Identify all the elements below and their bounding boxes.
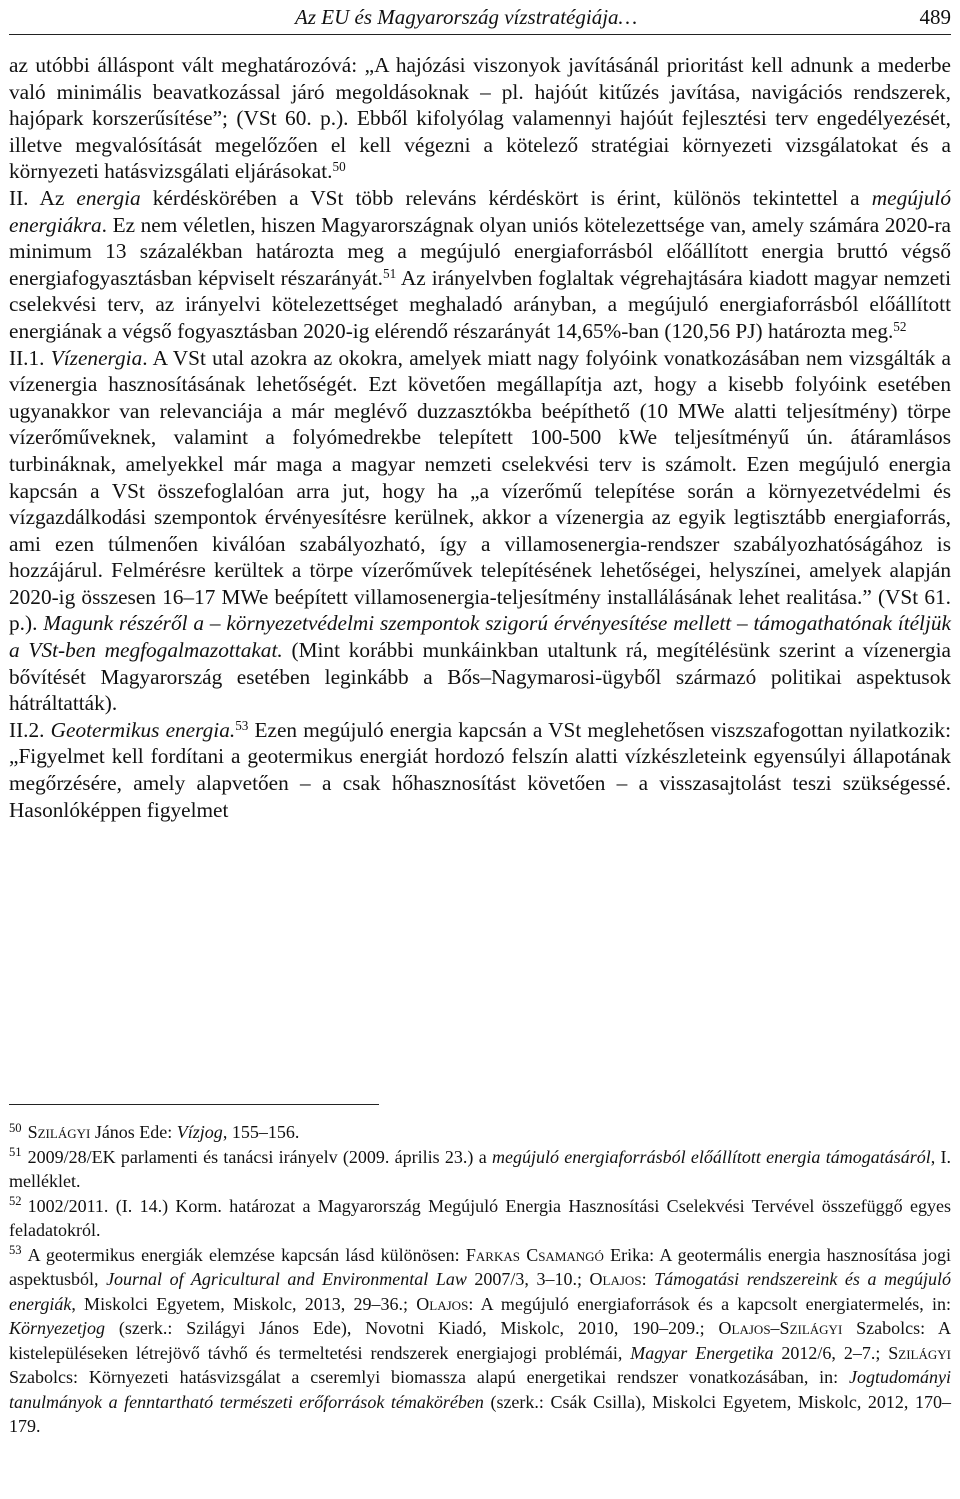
work-title: Támogatási rendszereink és a megújuló energiák	[9, 1269, 951, 1314]
header-rule	[9, 34, 951, 35]
paragraph-3	[9, 345, 951, 717]
footnote-number: 51	[9, 1145, 22, 1160]
paragraph-text: Az irányelvben foglaltak végrehajtására kiadott magyar nemzeti cselekvési terv, az irányelvi kötelezettséget meghaladó arányban, a megújuló energiaforrásból előállított energiának a végső fogyasztásban 2020-ig elérendő részarányát 14,65%-ban (120,56 PJ) határozta meg.	[9, 265, 951, 343]
paragraph-4	[9, 717, 951, 823]
emphasis-text: megújuló energiákra	[9, 185, 951, 237]
paragraph-text: Ezen megújuló energia kapcsán a VSt meglehetősen viszszafogottan nyilatkozik: „Figyelmet kell fordítani a geotermikus energiát hordozó felszín alatti vízkészleteink egyensúlyi állapotának megőrzésére, amely alapvetően – a csak hőhasznosítást követően – a visszasajtolást teszi szükségessé. Hasonlóképpen figyelmet	[9, 717, 951, 822]
footnote-51	[9, 1145, 951, 1194]
author-name: Szilágyi	[888, 1342, 951, 1363]
footnote-text: 1002/2011. (I. 14.) Korm. határozat a Magyarország Megújuló Energia Hasznosítási Cselekvési Tervével összefüggő egyes feladatokról.	[9, 1195, 951, 1240]
paragraph-text: (Mint korábbi munkáinkban utaltunk rá, megítélésünk szerint a vízenergia bővítését Magyarország esetében leginkább a Bős–Nagymarosi-ügyből származó politikai aspektusok hátráltatták).	[9, 638, 951, 716]
footnote-text: 2009/28/EK parlamenti és tanácsi irányelv (2009. április 23.) a	[27, 1146, 492, 1167]
footnote-text: (szerk.: Csák Csilla), Miskolci Egyetem, Miskolc, 2012, 170–179.	[9, 1391, 951, 1436]
emphasis-text: energia	[76, 185, 141, 210]
section-heading: Vízenergia	[50, 345, 143, 370]
footnote-text: : A megújuló energiaforrások és a kapcsolt energiatermelés, in:	[468, 1293, 952, 1314]
footnote-number: 53	[9, 1243, 22, 1258]
page-header	[9, 4, 951, 34]
footnote-text: A geotermikus energiák elemzése kapcsán lásd különösen:	[27, 1244, 466, 1265]
footnote-number: 52	[9, 1194, 22, 1209]
footnote-text: Erika: A geotermális energia hasznosítása jogi aspektusból,	[9, 1244, 952, 1289]
paragraph-text: kérdéskörében a VSt több releváns kérdéskört is érint, különös tekintettel a	[140, 185, 872, 210]
work-title: megújuló energiaforrásból előállított energia támogatásáról	[491, 1146, 931, 1167]
footnotes	[9, 1120, 951, 1439]
section-number: II.2.	[9, 717, 51, 742]
paragraph-text: az utóbbi álláspont vált meghatározóvá: „A hajózási viszonyok javításánál prioritást kell adnunk a mederbe való minimális beavatkozással járó megoldásoknak – pl. hajóút kitűzés javítása, navigációs rendszerek, hajópark korszerűsítése”; (VSt 60. p.). Ebből kifolyólag valamennyi hajóút fejlesztési terv engedélyezését, illetve megvalósítását megelőzően el kell végezni a kötelező stratégiai környezeti vizsgálatokat és a környezeti hatásvizsgálati eljárásokat.	[9, 53, 951, 184]
author-name: Szilágyi	[27, 1122, 91, 1142]
paragraph-2	[9, 185, 951, 345]
footnote-text: 2007/3, 3–10.;	[466, 1269, 590, 1289]
section-heading: Geotermikus energia.	[50, 717, 236, 742]
work-title: Journal of Agricultural and Environmental Law	[106, 1269, 467, 1289]
page-number: 489	[919, 5, 951, 29]
footnote-text: Szabolcs: Környezeti hatásvizsgálat a cseremlyi biomassza alapú energetikai rendszer vonatkozásában, in:	[9, 1367, 850, 1387]
footnote-ref-51[interactable]: 51	[382, 265, 397, 281]
work-title: Jogtudományi tanulmányok a fenntartható természeti erőforrások témakörében	[9, 1367, 951, 1412]
section-number: II.1.	[9, 345, 51, 370]
paragraph-text: . A VSt utal azokra az okokra, amelyek miatt nagy folyóink vonatkozásában nem vizsgálták a vízenergia hasznosításának lehetőségét. Ezt követően megállapítja azt, hogy a kisebb folyóink esetében ugyanakkor van relevanciája a már meglévő duzzasztókba beépíthető (10 MWe alatti teljesítmény) törpe vízerőműveknek, valamint a folyómedrekbe telepített 100-500 kWe teljesítményű ún. átáramlásos turbináknak, amelyekkel már maga a magyar nemzeti cselekvési terv is számolt. Ezen megújuló energia kapcsán a VSt összefoglalóan arra jut, hogy ha „a vízerőmű telepítése során a környezetvédelmi és vízgazdálkodási szempontok érvényesítésre kerülnek, akkor a vízenergia az egyik legtisztább energiaforrás, ami ezen túlmenően kiválóan szabályozható, így a villamosenergia-rendszer szabályozhatóságához is hozzájárul. Felmérésre kerültek a törpe vízerőművek telepítésének lehetőségei, helyszínei, amelyek alapján 2020-ig összesen 16–17 MWe beépített villamosenergia-teljesítmény installálásának lehet realitása.” (VSt 61. p.).	[9, 345, 951, 636]
footnote-text: János Ede:	[90, 1122, 177, 1142]
work-title: Vízjog	[176, 1122, 223, 1142]
paragraph-text: II. Az	[9, 185, 77, 210]
author-name: Olajos–Szilágyi	[718, 1318, 843, 1338]
footnote-number: 50	[9, 1120, 22, 1135]
footnote-text: (szerk.: Szilágyi János Ede), Novotni Kiadó, Miskolc, 2010, 190–209.;	[105, 1318, 719, 1338]
paragraph-1	[9, 52, 951, 185]
work-title: Környezetjog	[9, 1318, 105, 1338]
footnote-text: , I. melléklet.	[9, 1146, 952, 1191]
footnote-50	[9, 1120, 951, 1145]
work-title: Magyar Energetika	[630, 1342, 774, 1363]
paragraph-text: . Ez nem véletlen, hiszen Magyarországnak olyan uniós kötelezettsége van, amely számára 2020-ra minimum 13 százalékban határozta meg a megújuló energiaforrásból előállított energia bruttó végső energiafogyasztásban képviselt részarányát.	[9, 212, 951, 290]
author-name: Farkas Csamangó	[465, 1244, 604, 1265]
footnote-ref-52[interactable]: 52	[893, 318, 907, 334]
footnote-ref-53[interactable]: 53	[235, 717, 249, 733]
footnote-text: , 155–156.	[222, 1122, 300, 1142]
footnote-53	[9, 1243, 951, 1439]
author-name: Olajos	[589, 1269, 642, 1289]
footnote-ref-50[interactable]: 50	[332, 159, 346, 175]
running-title: Az EU és Magyarország vízstratégiája…	[295, 5, 638, 29]
body-text	[9, 52, 951, 823]
footnote-text: Szabolcs: A kistelepüléseken létrejövő távhő és termeltetési rendszerek energiajogi problémái,	[9, 1318, 951, 1363]
footnote-rule	[9, 1104, 379, 1105]
footnote-text: , Miskolci Egyetem, Miskolc, 2013, 29–36.;	[71, 1293, 417, 1314]
author-name: Olajos	[416, 1293, 469, 1314]
emphasis-text: Magunk részéről a – környezetvédelmi szempontok szigorú érvényesítése mellett – támogathatónak ítéljük a VSt-ben megfogalmazottakat.	[9, 611, 951, 663]
footnote-52	[9, 1194, 951, 1243]
footnote-text: 2012/6, 2–7.;	[773, 1342, 889, 1363]
footnote-text: :	[641, 1269, 655, 1289]
